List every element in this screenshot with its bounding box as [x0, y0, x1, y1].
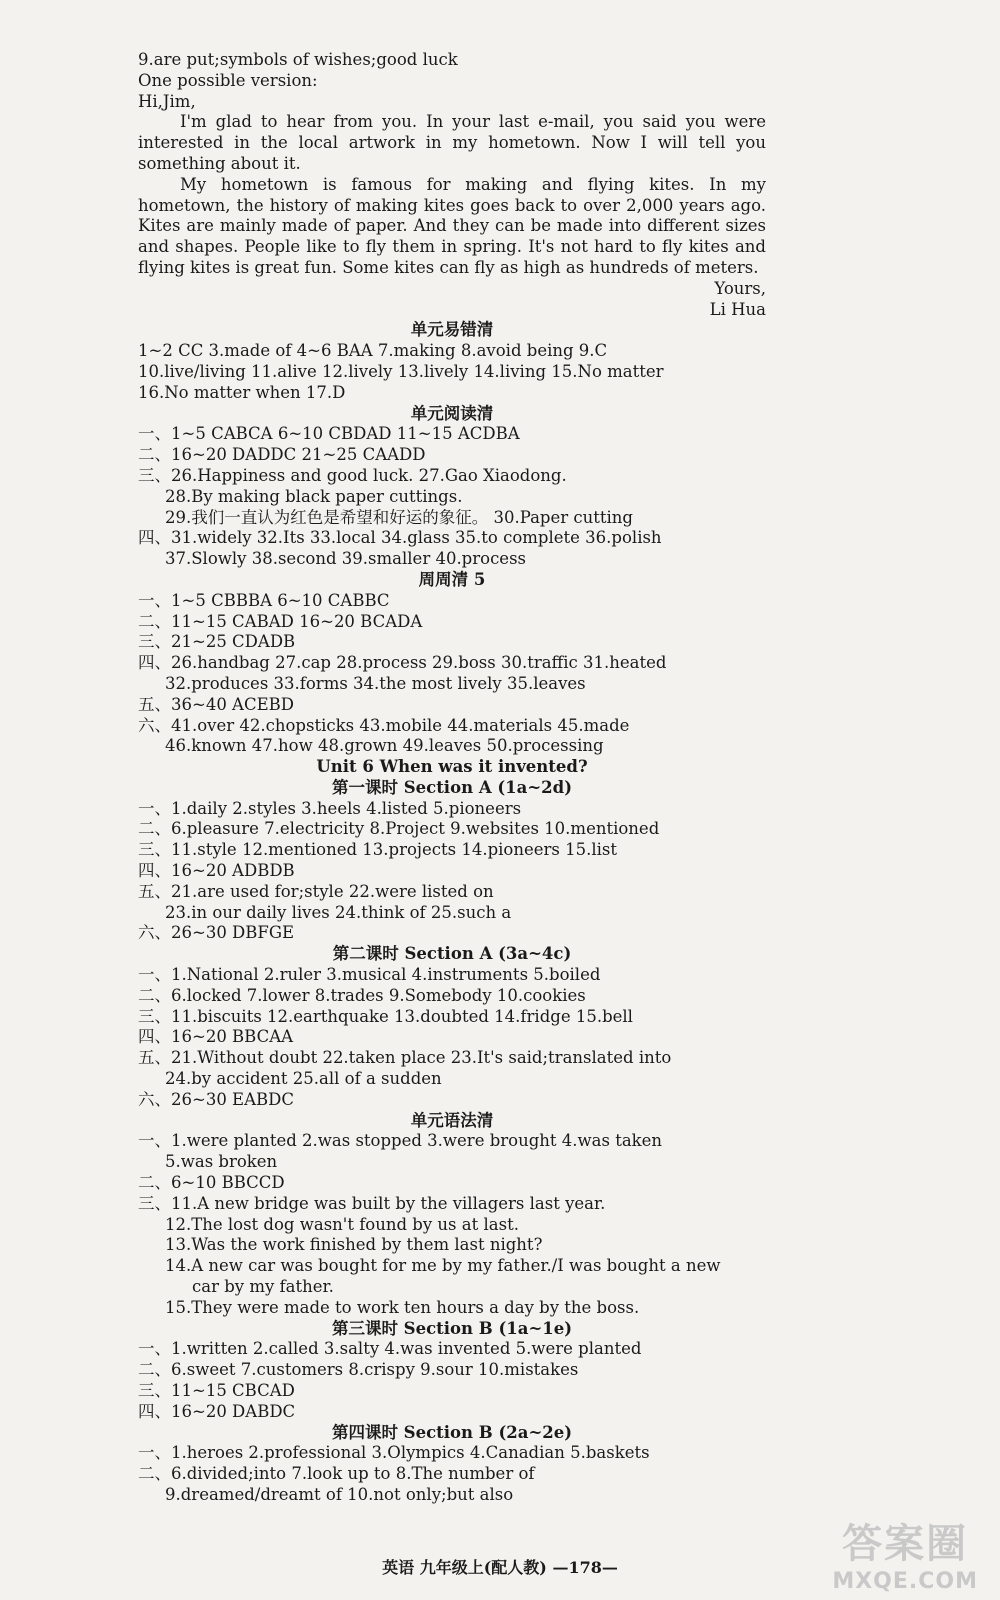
- answer-line: 15.They were made to work ten hours a day by the boss.: [165, 1297, 640, 1317]
- answer-line: 三、11~15 CBCAD: [138, 1381, 295, 1400]
- watermark-cn: 答案圈: [842, 1521, 969, 1567]
- answer-line: 二、6.pleasure 7.electricity 8.Project 9.websites 10.mentioned: [138, 819, 660, 839]
- letter-greeting: Hi,Jim,: [138, 91, 196, 111]
- answer-line: 五、21.are used for;style 22.were listed on: [138, 881, 494, 901]
- answer-line: 24.by accident 25.all of a sudden: [165, 1069, 442, 1089]
- answer-line: 一、1.written 2.called 3.salty 4.was invented 5.were planted: [138, 1339, 642, 1359]
- answer-line: 四、31.widely 32.Its 33.local 34.glass 35.to complete 36.polish: [138, 528, 662, 548]
- answer-line: 六、26~30 DBFGE: [138, 923, 295, 943]
- answer-line: 六、41.over 42.chopsticks 43.mobile 44.materials 45.made: [138, 715, 630, 735]
- answer-line: 12.The lost dog wasn't found by us at last.: [165, 1214, 519, 1234]
- answer-line: car by my father.: [192, 1277, 334, 1297]
- answer-line: 1~2 CC 3.made of 4~6 BAA 7.making 8.avoid being 9.C: [138, 341, 608, 361]
- answer-line: 三、26.Happiness and good luck. 27.Gao Xiaodong.: [138, 465, 567, 485]
- answer-line: 四、26.handbag 27.cap 28.process 29.boss 30.traffic 31.heated: [138, 653, 667, 673]
- section-heading: 第四课时 Section B (2a~2e): [331, 1422, 573, 1442]
- answer-line: 29.我们一直认为红色是希望和好运的象征。 30.Paper cutting: [165, 507, 633, 527]
- answer-line: 13.Was the work finished by them last night?: [165, 1235, 543, 1255]
- answer-line: 一、1.heroes 2.professional 3.Olympics 4.Canadian 5.baskets: [138, 1443, 650, 1463]
- answer-line: One possible version:: [138, 70, 318, 90]
- answer-line: 一、1.National 2.ruler 3.musical 4.instruments 5.boiled: [138, 965, 601, 985]
- section-heading: 周周清 5: [418, 569, 486, 589]
- answer-line: 三、11.biscuits 12.earthquake 13.doubted 14.fridge 15.bell: [138, 1006, 633, 1026]
- answer-line: 五、36~40 ACEBD: [138, 694, 295, 714]
- section-heading: 第二课时 Section A (3a~4c): [332, 944, 572, 964]
- letter-closing: Yours,: [714, 278, 766, 298]
- letter-paragraph-1: I'm glad to hear from you. In your last e-mail, you said you were interested in the local artwork in my hometown. Now I will tell you something about it.: [138, 112, 766, 173]
- answer-line: 二、11~15 CABAD 16~20 BCADA: [138, 611, 423, 631]
- answer-line: 四、16~20 ADBDB: [138, 861, 295, 881]
- watermark-en: MXQE.COM: [832, 1569, 978, 1594]
- answer-line: 37.Slowly 38.second 39.smaller 40.process: [165, 549, 527, 569]
- answer-line: 二、6.divided;into 7.look up to 8.The number of: [138, 1464, 535, 1484]
- answer-line: 四、16~20 DABDC: [138, 1401, 296, 1421]
- answer-line: 四、16~20 BBCAA: [138, 1027, 294, 1047]
- page-footer: 英语 九年级上(配人教) —178—: [382, 1558, 618, 1577]
- unit-heading: Unit 6 When was it invented?: [316, 757, 588, 777]
- section-heading: 第一课时 Section A (1a~2d): [331, 777, 572, 797]
- watermark-logo: [832, 1512, 978, 1594]
- letter-signature: Li Hua: [709, 299, 766, 319]
- answer-line: 46.known 47.how 48.grown 49.leaves 50.processing: [165, 736, 604, 756]
- answer-line: 10.live/living 11.alive 12.lively 13.lively 14.living 15.No matter: [138, 361, 664, 381]
- answer-line: 14.A new car was bought for me by my father./I was bought a new: [165, 1256, 721, 1276]
- answer-line: 二、6.locked 7.lower 8.trades 9.Somebody 10.cookies: [138, 985, 586, 1005]
- answer-line: 9.are put;symbols of wishes;good luck: [138, 50, 458, 69]
- answer-line: 二、16~20 DADDC 21~25 CAADD: [138, 445, 426, 465]
- answer-line: 一、1~5 CBBBA 6~10 CABBC: [138, 590, 390, 610]
- section-heading: 单元阅读清: [410, 403, 494, 423]
- answer-line: 9.dreamed/dreamt of 10.not only;but also: [165, 1484, 514, 1504]
- answer-line: 28.By making black paper cuttings.: [165, 486, 463, 506]
- answer-line: 二、6.sweet 7.customers 8.crispy 9.sour 10.mistakes: [138, 1360, 579, 1380]
- answer-page: [138, 50, 766, 1506]
- answer-line: 五、21.Without doubt 22.taken place 23.It's said;translated into: [138, 1048, 672, 1068]
- answer-line: 二、6~10 BBCCD: [138, 1173, 285, 1193]
- answer-line: 32.produces 33.forms 34.the most lively 35.leaves: [165, 673, 586, 693]
- answer-line: 三、11.A new bridge was built by the villagers last year.: [138, 1193, 606, 1213]
- answer-line: 一、1.were planted 2.was stopped 3.were brought 4.was taken: [138, 1131, 663, 1151]
- letter-paragraph-2: My hometown is famous for making and flying kites. In my hometown, the history of making kites goes back to over 2,000 years ago. Kites are mainly made of paper. And they can be made into different sizes and shapes. People like to fly them in spring. It's not hard to fly kites and flying kites is great fun. Some kites can fly as high as hundreds of meters.: [138, 174, 766, 277]
- answer-line: 一、1.daily 2.styles 3.heels 4.listed 5.pioneers: [138, 798, 522, 818]
- answer-line: 23.in our daily lives 24.think of 25.such a: [165, 902, 512, 922]
- answer-line: 三、11.style 12.mentioned 13.projects 14.pioneers 15.list: [138, 840, 618, 860]
- answer-line: 三、21~25 CDADB: [138, 632, 296, 652]
- answer-line: 16.No matter when 17.D: [138, 382, 346, 402]
- answer-line: 一、1~5 CABCA 6~10 CBDAD 11~15 ACDBA: [138, 424, 520, 444]
- section-heading: 单元语法清: [410, 1110, 494, 1130]
- answer-line: 六、26~30 EABDC: [138, 1089, 295, 1109]
- section-heading: 单元易错清: [410, 320, 494, 340]
- answer-line: 5.was broken: [165, 1152, 278, 1172]
- section-heading: 第三课时 Section B (1a~1e): [331, 1318, 573, 1338]
